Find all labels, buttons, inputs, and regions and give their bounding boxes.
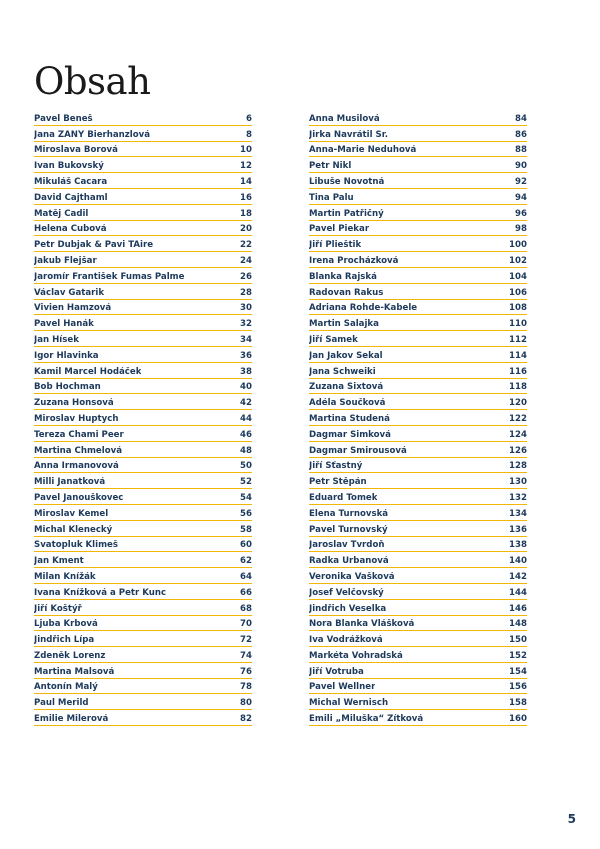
toc-entry[interactable] xyxy=(34,552,252,568)
toc-entry[interactable] xyxy=(34,142,252,158)
toc-entry-page: 116 xyxy=(509,366,527,377)
toc-entry-page: 144 xyxy=(509,587,527,598)
toc-entry-name: Eduard Tomek xyxy=(309,492,378,503)
toc-entry-name: Pavel Beneš xyxy=(34,113,93,124)
toc-entry[interactable] xyxy=(34,110,252,126)
toc-entry-name: David Cajthaml xyxy=(34,192,108,203)
toc-entry-page: 112 xyxy=(509,334,527,345)
toc-entry-name: Mikuláš Cacara xyxy=(34,176,108,187)
toc-entry-name: Jiří Plieštik xyxy=(309,240,362,251)
toc-entry-page: 130 xyxy=(509,477,527,488)
toc-entry-page: 12 xyxy=(240,161,252,172)
toc-entry[interactable] xyxy=(309,410,527,426)
toc-entry-page: 134 xyxy=(509,508,527,519)
toc-entry[interactable] xyxy=(309,679,527,695)
toc-entry-page: 146 xyxy=(509,603,527,614)
toc-entry[interactable] xyxy=(34,315,252,331)
toc-entry[interactable] xyxy=(309,252,527,268)
toc-entry-page: 38 xyxy=(240,366,252,377)
toc-entry-name: Martina Chmelová xyxy=(34,445,123,456)
toc-entry-page: 124 xyxy=(509,429,527,440)
toc-entry[interactable] xyxy=(34,505,252,521)
toc-entry[interactable] xyxy=(309,157,527,173)
toc-entry-name: Jan Kment xyxy=(34,556,84,567)
toc-entry[interactable] xyxy=(309,694,527,710)
toc-entry[interactable] xyxy=(309,284,527,300)
toc-entry-page: 142 xyxy=(509,571,527,582)
toc-entry-page: 96 xyxy=(515,208,527,219)
toc-entry[interactable] xyxy=(309,616,527,632)
toc-entry-page: 40 xyxy=(240,382,252,393)
toc-entry-page: 54 xyxy=(240,492,252,503)
toc-entry-page: 76 xyxy=(240,666,252,677)
toc-entry-page: 30 xyxy=(240,303,252,314)
toc-entry[interactable] xyxy=(309,568,527,584)
toc-entry-page: 34 xyxy=(240,334,252,345)
toc-entry-name: Veronika Vašková xyxy=(309,571,395,582)
toc-entry[interactable] xyxy=(309,521,527,537)
toc-entry-name: Petr Dubjak & Pavi TAire xyxy=(34,240,154,251)
toc-entry[interactable] xyxy=(309,473,527,489)
toc-entry-name: Emilie Milerová xyxy=(34,714,109,725)
toc-entry-name: Paul Merild xyxy=(34,698,89,709)
toc-entry-page: 140 xyxy=(509,556,527,567)
toc-entry[interactable] xyxy=(34,379,252,395)
toc-entry[interactable] xyxy=(309,300,527,316)
toc-entry-page: 10 xyxy=(240,145,252,156)
toc-entry-name: Pavel Janouškovec xyxy=(34,492,124,503)
toc-entry[interactable] xyxy=(34,221,252,237)
toc-entry[interactable] xyxy=(34,489,252,505)
toc-entry-name: Jiří Votruba xyxy=(309,666,364,677)
toc-entry-page: 52 xyxy=(240,477,252,488)
toc-entry-page: 46 xyxy=(240,429,252,440)
toc-entry-name: Václav Gatarik xyxy=(34,287,105,298)
toc-entry-page: 6 xyxy=(246,113,252,124)
toc-entry-name: Nora Blanka Vlášková xyxy=(309,619,415,630)
toc-entry-name: Igor Hlavinka xyxy=(34,350,99,361)
toc-entry-page: 148 xyxy=(509,619,527,630)
toc-entry-name: Miroslava Borová xyxy=(34,145,118,156)
toc-entry-name: Pavel Hanák xyxy=(34,319,94,330)
toc-entry[interactable] xyxy=(34,710,252,726)
toc-entry-name: Antonín Malý xyxy=(34,682,98,693)
toc-entry-name: Jan Jakov Sekal xyxy=(309,350,383,361)
toc-entry-name: Josef Velčovský xyxy=(309,587,384,598)
toc-entry-page: 122 xyxy=(509,413,527,424)
toc-entry-page: 136 xyxy=(509,524,527,535)
toc-entry[interactable] xyxy=(34,694,252,710)
toc-entry-name: Libuše Novotná xyxy=(309,176,385,187)
toc-entry-page: 114 xyxy=(509,350,527,361)
toc-entry-name: Irena Procházková xyxy=(309,255,399,266)
toc-entry-name: Iva Vodrážková xyxy=(309,635,383,646)
toc-entry[interactable] xyxy=(34,458,252,474)
toc-entry-page: 138 xyxy=(509,540,527,551)
toc-entry-name: Adéla Součková xyxy=(309,398,386,409)
toc-entry[interactable] xyxy=(309,363,527,379)
toc-entry-name: Jan Hísek xyxy=(34,334,79,345)
toc-entry-page: 80 xyxy=(240,698,252,709)
toc-entry-page: 156 xyxy=(509,682,527,693)
toc-entry-name: Bob Hochman xyxy=(34,382,101,393)
toc-entry[interactable] xyxy=(34,268,252,284)
toc-entry[interactable] xyxy=(34,410,252,426)
toc-entry[interactable] xyxy=(309,268,527,284)
toc-entry-name: Miroslav Kemel xyxy=(34,508,109,519)
toc-entry[interactable] xyxy=(309,315,527,331)
toc-entry-page: 88 xyxy=(515,145,527,156)
toc-entry-page: 86 xyxy=(515,129,527,140)
toc-entry-name: Elena Turnovská xyxy=(309,508,389,519)
toc-entry[interactable] xyxy=(309,489,527,505)
toc-entry[interactable] xyxy=(309,331,527,347)
toc-entry-name: Milan Knížák xyxy=(34,571,96,582)
toc-entry-page: 98 xyxy=(515,224,527,235)
toc-entry[interactable] xyxy=(309,221,527,237)
toc-entry[interactable] xyxy=(34,616,252,632)
toc-entry-name: Jana Schweiki xyxy=(309,366,376,377)
toc-entry-name: Anna-Marie Neduhová xyxy=(309,145,417,156)
toc-entry[interactable] xyxy=(309,379,527,395)
toc-entry-page: 20 xyxy=(240,224,252,235)
toc-entry-page: 150 xyxy=(509,635,527,646)
toc-entry-page: 154 xyxy=(509,666,527,677)
toc-entry-name: Petr Nikl xyxy=(309,161,352,172)
toc-entry-name: Zdeněk Lorenz xyxy=(34,650,106,661)
toc-entry-page: 24 xyxy=(240,255,252,266)
toc-entry-page: 152 xyxy=(509,650,527,661)
toc-entry-page: 8 xyxy=(246,129,252,140)
toc-entry-name: Vivien Hamzová xyxy=(34,303,112,314)
toc-entry-name: Jaroslav Tvrdoň xyxy=(309,540,385,551)
toc-entry-name: Martina Malsová xyxy=(34,666,115,677)
toc-entry-name: Martina Studená xyxy=(309,413,390,424)
toc-entry-name: Milli Janatková xyxy=(34,477,106,488)
toc-entry[interactable] xyxy=(34,347,252,363)
toc-entry-name: Matěj Čadil xyxy=(34,208,89,219)
toc-entry-page: 70 xyxy=(240,619,252,630)
toc-entry[interactable] xyxy=(34,631,252,647)
toc-entry-name: Radka Urbanová xyxy=(309,556,389,567)
toc-entry-name: Tina Palu xyxy=(309,192,354,203)
toc-entry-page: 126 xyxy=(509,445,527,456)
toc-entry-name: Jindřich Veselka xyxy=(309,603,387,614)
toc-entry-name: Ivan Bukovský xyxy=(34,161,104,172)
toc-entry-page: 104 xyxy=(509,271,527,282)
toc-entry[interactable] xyxy=(309,142,527,158)
toc-entry[interactable] xyxy=(34,236,252,252)
toc-entry[interactable] xyxy=(34,300,252,316)
page-title: Obsah xyxy=(34,60,151,103)
toc-entry[interactable] xyxy=(309,505,527,521)
toc-entry[interactable] xyxy=(34,157,252,173)
toc-entry-name: Michal Wernisch xyxy=(309,698,389,709)
toc-entry-page: 120 xyxy=(509,398,527,409)
toc-entry-page: 28 xyxy=(240,287,252,298)
toc-entry-name: Blanka Rajská xyxy=(309,271,377,282)
toc-entry-name: Michal Klenecký xyxy=(34,524,113,535)
toc-right-column xyxy=(309,110,527,726)
toc-left-column xyxy=(34,110,252,726)
toc-entry-name: Adriana Rohde-Kabele xyxy=(309,303,418,314)
toc-entry-page: 72 xyxy=(240,635,252,646)
toc-entry-name: Dagmar Šmirousová xyxy=(309,445,407,456)
toc-entry-name: Pavel Piekar xyxy=(309,224,370,235)
toc-entry-name: Zuzana Honsová xyxy=(34,398,114,409)
toc-entry-page: 16 xyxy=(240,192,252,203)
toc-entry-name: Anna Irmanovová xyxy=(34,461,119,472)
toc-entry[interactable] xyxy=(34,252,252,268)
toc-entry-name: Jindřich Lípa xyxy=(34,635,95,646)
toc-entry-name: Tereza Chami Peer xyxy=(34,429,124,440)
toc-entry-page: 64 xyxy=(240,571,252,582)
toc-entry-name: Pavel Turnovský xyxy=(309,524,388,535)
toc-entry[interactable] xyxy=(34,173,252,189)
toc-entry-page: 132 xyxy=(509,492,527,503)
toc-entry[interactable] xyxy=(309,663,527,679)
toc-entry[interactable] xyxy=(309,552,527,568)
toc-entry[interactable] xyxy=(34,363,252,379)
toc-entry-page: 50 xyxy=(240,461,252,472)
toc-entry[interactable] xyxy=(34,205,252,221)
toc-entry[interactable] xyxy=(309,442,527,458)
toc-entry[interactable] xyxy=(309,458,527,474)
toc-entry-page: 60 xyxy=(240,540,252,551)
toc-entry-name: Ljuba Krbová xyxy=(34,619,98,630)
toc-entry[interactable] xyxy=(309,631,527,647)
toc-entry-name: Ivana Knížková a Petr Kunc xyxy=(34,587,167,598)
toc-entry-page: 78 xyxy=(240,682,252,693)
toc-entry[interactable] xyxy=(34,331,252,347)
toc-entry-name: Emili „Miluška“ Zítková xyxy=(309,714,424,725)
toc-entry-page: 42 xyxy=(240,398,252,409)
toc-entry[interactable] xyxy=(309,189,527,205)
toc-entry[interactable] xyxy=(309,236,527,252)
toc-entry[interactable] xyxy=(34,189,252,205)
toc-entry-name: Martin Patřičný xyxy=(309,208,384,219)
toc-entry-page: 74 xyxy=(240,650,252,661)
toc-entry-page: 56 xyxy=(240,508,252,519)
toc-entry[interactable] xyxy=(309,110,527,126)
toc-entry-page: 84 xyxy=(515,113,527,124)
toc-entry[interactable] xyxy=(309,126,527,142)
page-number: 5 xyxy=(567,812,576,826)
toc-entry-name: Pavel Wellner xyxy=(309,682,376,693)
toc-entry-name: Anna Musilová xyxy=(309,113,380,124)
toc-entry-name: Radovan Rakus xyxy=(309,287,384,298)
toc-entry-name: Jiří Koštýř xyxy=(34,603,82,614)
toc-entry-page: 22 xyxy=(240,240,252,251)
toc-entry-page: 110 xyxy=(509,319,527,330)
toc-entry-name: Dagmar Šimková xyxy=(309,429,391,440)
toc-entry-page: 18 xyxy=(240,208,252,219)
toc-entry[interactable] xyxy=(309,347,527,363)
toc-entry[interactable] xyxy=(309,600,527,616)
toc-entry-name: Jirka Navrátil Sr. xyxy=(309,129,388,140)
toc-entry[interactable] xyxy=(34,394,252,410)
toc-entry-page: 128 xyxy=(509,461,527,472)
toc-entry[interactable] xyxy=(34,647,252,663)
toc-entry-page: 58 xyxy=(240,524,252,535)
toc-entry-name: Jaromír František Fumas Palme xyxy=(34,271,185,282)
toc-entry-name: Jakub Flejšar xyxy=(34,255,97,266)
toc-entry-page: 36 xyxy=(240,350,252,361)
toc-entry-page: 100 xyxy=(509,240,527,251)
toc-entry-page: 82 xyxy=(240,714,252,725)
toc-entry-page: 160 xyxy=(509,714,527,725)
toc-entry-name: Helena Čubová xyxy=(34,224,107,235)
toc-entry-page: 108 xyxy=(509,303,527,314)
toc-entry[interactable] xyxy=(34,663,252,679)
toc-entry-name: Svatopluk Klimeš xyxy=(34,540,118,551)
toc-entry[interactable] xyxy=(309,710,527,726)
toc-entry[interactable] xyxy=(34,473,252,489)
toc-entry-name: Kamil Marcel Hodáček xyxy=(34,366,142,377)
toc-entry-page: 32 xyxy=(240,319,252,330)
toc-entry-page: 102 xyxy=(509,255,527,266)
toc-entry-name: Martin Salajka xyxy=(309,319,379,330)
toc-entry-name: Jiří Samek xyxy=(309,334,358,345)
toc-entry-page: 62 xyxy=(240,556,252,567)
toc-entry-page: 94 xyxy=(515,192,527,203)
toc-entry[interactable] xyxy=(34,600,252,616)
toc-entry-page: 118 xyxy=(509,382,527,393)
toc-entry[interactable] xyxy=(309,173,527,189)
toc-entry[interactable] xyxy=(34,521,252,537)
toc-entry-name: Jana ŽANY Bierhanzlová xyxy=(34,129,151,140)
toc-entry-name: Petr Štěpán xyxy=(309,477,367,488)
toc-entry[interactable] xyxy=(34,568,252,584)
toc-entry-name: Markéta Vohradská xyxy=(309,650,403,661)
toc-entry-name: Jiří Šťastný xyxy=(309,461,363,472)
toc-entry-page: 92 xyxy=(515,176,527,187)
toc-entry[interactable] xyxy=(309,584,527,600)
toc-entry[interactable] xyxy=(309,647,527,663)
toc-entry[interactable] xyxy=(34,126,252,142)
toc-entry-name: Miroslav Huptych xyxy=(34,413,119,424)
toc-entry-page: 44 xyxy=(240,413,252,424)
toc-entry-page: 90 xyxy=(515,161,527,172)
toc-entry-page: 66 xyxy=(240,587,252,598)
toc-entry[interactable] xyxy=(34,284,252,300)
toc-entry[interactable] xyxy=(34,442,252,458)
toc-entry-page: 14 xyxy=(240,176,252,187)
toc-entry[interactable] xyxy=(309,537,527,553)
toc-entry[interactable] xyxy=(309,426,527,442)
toc-entry[interactable] xyxy=(309,205,527,221)
toc-entry-page: 26 xyxy=(240,271,252,282)
toc-entry[interactable] xyxy=(34,584,252,600)
toc-entry[interactable] xyxy=(34,537,252,553)
toc-entry[interactable] xyxy=(34,679,252,695)
toc-entry[interactable] xyxy=(309,394,527,410)
toc-entry-page: 48 xyxy=(240,445,252,456)
toc-entry-page: 68 xyxy=(240,603,252,614)
toc-entry-page: 158 xyxy=(509,698,527,709)
toc-entry-name: Zuzana Sixtová xyxy=(309,382,384,393)
toc-entry[interactable] xyxy=(34,426,252,442)
toc-entry-page: 106 xyxy=(509,287,527,298)
